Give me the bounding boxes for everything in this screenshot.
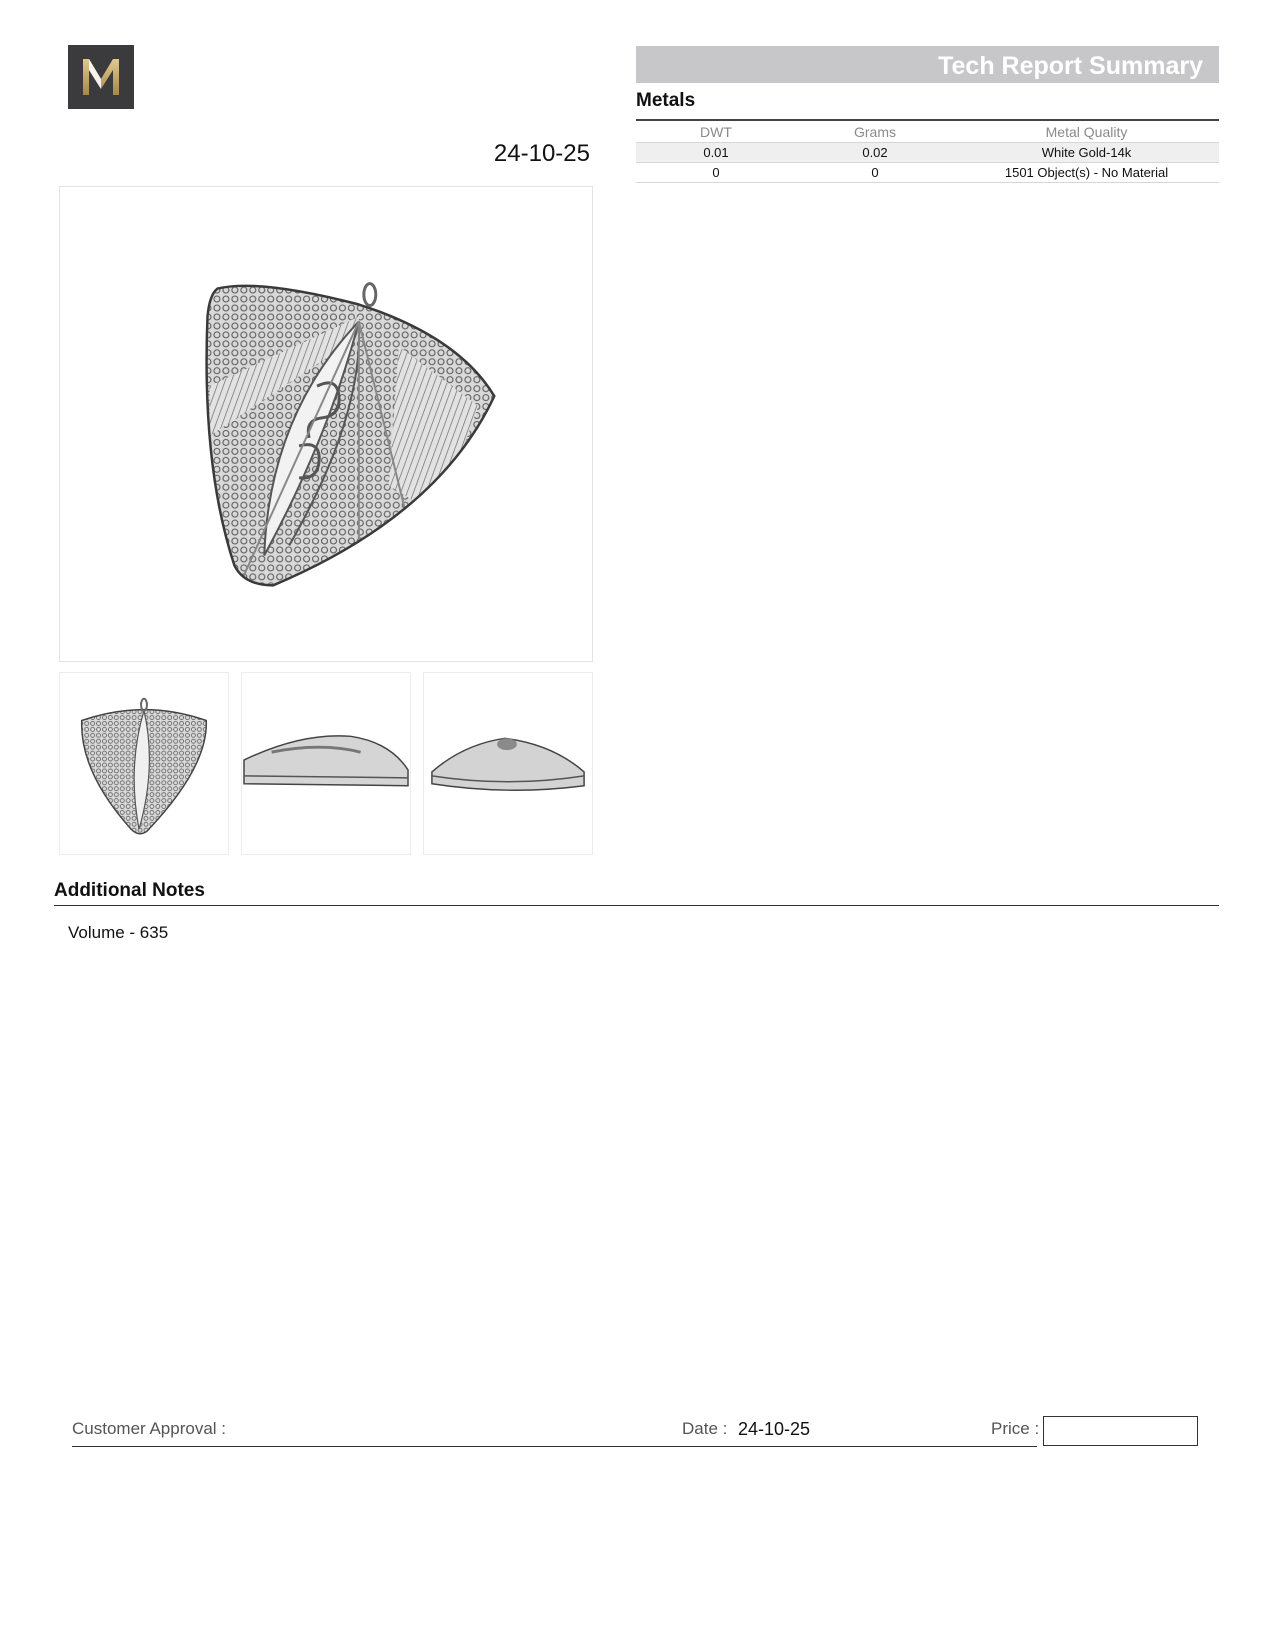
footer-date-label: Date : bbox=[682, 1419, 728, 1438]
thumbnail-front-view[interactable] bbox=[59, 672, 229, 855]
table-row bbox=[636, 143, 1219, 163]
report-date: 24-10-25 bbox=[493, 140, 590, 167]
metals-table bbox=[636, 122, 1219, 183]
metals-heading: Metals bbox=[636, 90, 696, 111]
customer-approval-label: Customer Approval : bbox=[72, 1419, 227, 1438]
notes-divider bbox=[54, 905, 1219, 906]
thumbnail-angle-view[interactable] bbox=[423, 672, 593, 855]
column-header-dwt: DWT bbox=[636, 122, 796, 143]
signature-line[interactable] bbox=[72, 1446, 1037, 1447]
metals-divider bbox=[636, 119, 1219, 121]
cell-metal-quality: 1501 Object(s) - No Material bbox=[954, 163, 1219, 183]
cell-grams: 0 bbox=[796, 163, 954, 183]
thumbnail-side-view[interactable] bbox=[241, 672, 411, 855]
cell-metal-quality: White Gold-14k bbox=[954, 143, 1219, 163]
cell-grams: 0.02 bbox=[796, 143, 954, 163]
logo-m-mark bbox=[68, 45, 134, 109]
metals-header-row bbox=[636, 122, 1219, 143]
footer-date-value: 24-10-25 bbox=[738, 1419, 811, 1439]
table-row bbox=[636, 163, 1219, 183]
column-header-grams: Grams bbox=[796, 122, 954, 143]
cell-dwt: 0.01 bbox=[636, 143, 796, 163]
main-product-render bbox=[59, 186, 593, 662]
column-header-metal-quality: Metal Quality bbox=[954, 122, 1219, 143]
cell-dwt: 0 bbox=[636, 163, 796, 183]
price-field[interactable] bbox=[1043, 1416, 1198, 1446]
notes-text: Volume - 635 bbox=[68, 923, 169, 942]
report-title-bar: Tech Report Summary bbox=[636, 46, 1219, 83]
price-label: Price : bbox=[991, 1419, 1040, 1438]
company-logo bbox=[68, 45, 134, 109]
additional-notes-heading: Additional Notes bbox=[54, 880, 205, 901]
